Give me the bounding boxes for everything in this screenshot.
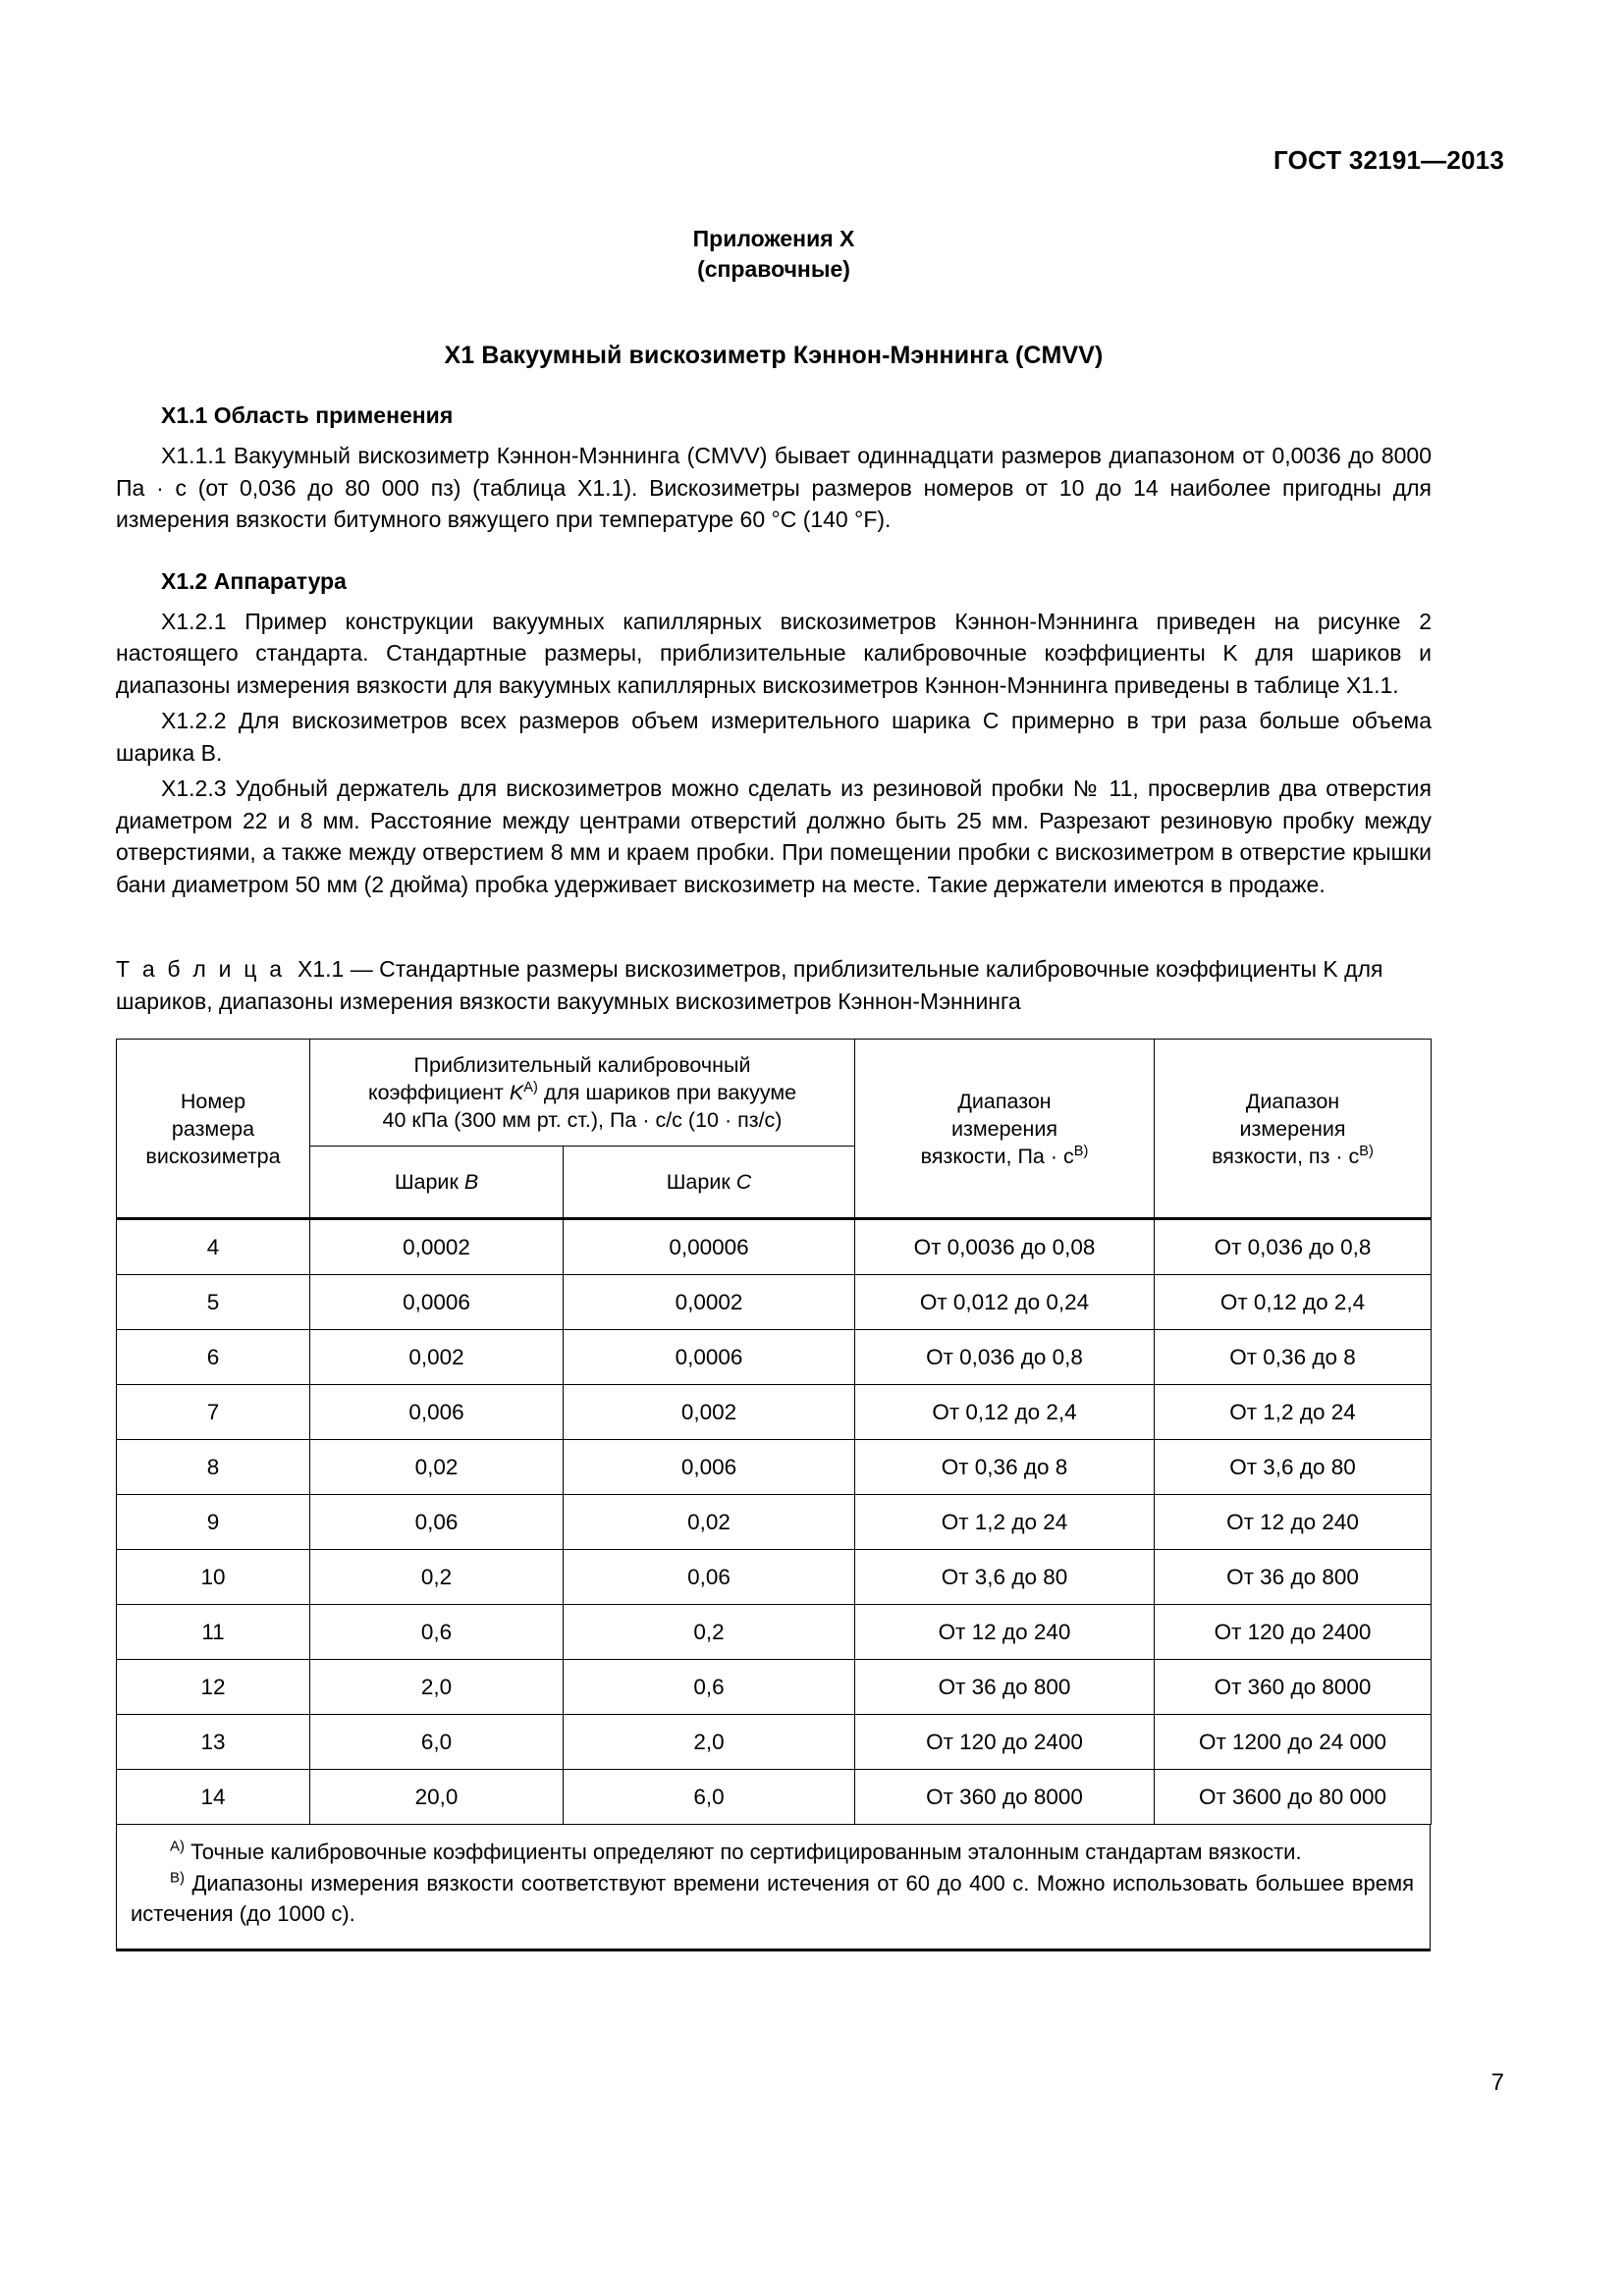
cell-size-number: 10	[117, 1550, 310, 1605]
table-caption-text: — Стандартные размеры вискозиметров, приблизительные калибровочные коэффициенты K для шариков, диапазоны измерения вязкости вакуумных вискозиметров Кэннон-Мэннинга	[116, 956, 1383, 1014]
cell-ball-c: 0,2	[564, 1605, 855, 1660]
coef-line-2-pre: коэффициент	[367, 1081, 510, 1104]
coef-line-3: 40 кПа (300 мм рт. ст.), Па · с/с (10 · пз/с)	[382, 1108, 783, 1132]
cell-range-pa: От 120 до 2400	[855, 1715, 1155, 1770]
cell-range-pa: От 0,036 до 0,8	[855, 1330, 1155, 1385]
table-row	[117, 1715, 1432, 1770]
cell-range-pz: От 360 до 8000	[1155, 1660, 1432, 1715]
table-header-row-1	[117, 1040, 1432, 1147]
range-pz-line-3	[1161, 1143, 1425, 1170]
cell-range-pz: От 0,12 до 2,4	[1155, 1275, 1432, 1330]
running-header-standard-number: ГОСТ 32191—2013	[1273, 145, 1504, 175]
table-row	[117, 1660, 1432, 1715]
cell-range-pa: От 0,012 до 0,24	[855, 1275, 1155, 1330]
table-row	[117, 1385, 1432, 1440]
cell-ball-b: 0,006	[310, 1385, 564, 1440]
table-caption-number: X1.1	[297, 956, 345, 982]
cell-size-number: 7	[117, 1385, 310, 1440]
table-row	[117, 1495, 1432, 1550]
table-row	[117, 1275, 1432, 1330]
cell-ball-c: 0,6	[564, 1660, 855, 1715]
coef-footnote-marker-a: A)	[523, 1079, 538, 1095]
cell-range-pz: От 3,6 до 80	[1155, 1440, 1432, 1495]
cell-ball-c: 2,0	[564, 1715, 855, 1770]
range-pz-footnote-marker-b: B)	[1359, 1143, 1374, 1159]
cell-ball-c: 0,0002	[564, 1275, 855, 1330]
cell-range-pa: От 0,36 до 8	[855, 1440, 1155, 1495]
cell-ball-c: 0,002	[564, 1385, 855, 1440]
cell-range-pz: От 12 до 240	[1155, 1495, 1432, 1550]
coef-line-2-post: для шариков при вакууме	[537, 1081, 797, 1104]
header-cell-ball-c	[564, 1147, 855, 1219]
cell-ball-b: 0,002	[310, 1330, 564, 1385]
header-size-line-2: размера	[171, 1116, 255, 1141]
range-pa-line-3	[861, 1143, 1148, 1170]
table-row	[117, 1550, 1432, 1605]
header-cell-range-pz	[1155, 1040, 1432, 1219]
table-head	[117, 1040, 1432, 1219]
cell-ball-b: 6,0	[310, 1715, 564, 1770]
ball-c-label: Шарик	[666, 1170, 736, 1194]
cell-size-number: 6	[117, 1330, 310, 1385]
page-content	[116, 224, 1432, 1951]
table-row	[117, 1770, 1432, 1825]
table-row	[117, 1440, 1432, 1495]
cell-size-number: 4	[117, 1219, 310, 1275]
header-cell-calibration-coefficient	[310, 1040, 855, 1147]
cell-ball-c: 0,06	[564, 1550, 855, 1605]
subsection-heading-x1-2: X1.2 Аппаратура	[161, 567, 347, 594]
table-container	[116, 1017, 1432, 1951]
table-caption	[116, 900, 1432, 1017]
header-cell-range-pa	[855, 1040, 1155, 1219]
viscometer-sizes-table	[116, 1039, 1432, 1825]
ball-b-label: Шарик	[394, 1170, 464, 1194]
annex-subtitle: (справочные)	[697, 256, 850, 282]
cell-range-pa: От 12 до 240	[855, 1605, 1155, 1660]
range-pz-unit: вязкости, пз · с	[1212, 1144, 1360, 1168]
cell-size-number: 14	[117, 1770, 310, 1825]
cell-size-number: 13	[117, 1715, 310, 1770]
cell-ball-c: 0,00006	[564, 1219, 855, 1275]
cell-ball-c: 0,02	[564, 1495, 855, 1550]
cell-range-pz: От 1,2 до 24	[1155, 1385, 1432, 1440]
header-cell-size-number	[117, 1040, 310, 1219]
cell-range-pa: От 1,2 до 24	[855, 1495, 1155, 1550]
paragraph-x1-2-2: X1.2.2 Для вискозиметров всех размеров объем измерительного шарика C примерно в три раза больше объема шарика B.	[116, 708, 1432, 766]
footnote-a-text: Точные калибровочные коэффициенты определяют по сертифицированным эталонным стандартам вязкости.	[190, 1840, 1302, 1864]
annex-title: Приложения X	[692, 226, 855, 251]
cell-size-number: 8	[117, 1440, 310, 1495]
cell-range-pz: От 0,036 до 0,8	[1155, 1219, 1432, 1275]
page-number: 7	[1490, 2069, 1504, 2096]
cell-size-number: 11	[117, 1605, 310, 1660]
header-size-line-1: Номер	[180, 1089, 246, 1113]
cell-size-number: 5	[117, 1275, 310, 1330]
paragraph-x1-2-3: X1.2.3 Удобный держатель для вискозиметров можно сделать из резиновой пробки № 11, просверлив два отверстия диаметром 22 и 8 мм. Расстояние между центрами отверстий должно быть 25 мм. Разрезают резиновую пробку между отверстиями, а также между отверстием 8 мм и краем пробки. При помещении пробки с вискозиметром в отверстие крышки бани диаметром 50 мм (2 дюйма) пробка удерживает вискозиметр на месте. Такие держатели имеются в продаже.	[116, 775, 1432, 897]
cell-range-pz: От 120 до 2400	[1155, 1605, 1432, 1660]
section-heading: X1 Вакуумный вискозиметр Кэннон-Мэннинга (CMVV)	[444, 342, 1104, 369]
cell-ball-b: 0,6	[310, 1605, 564, 1660]
cell-ball-b: 20,0	[310, 1770, 564, 1825]
cell-range-pa: От 0,12 до 2,4	[855, 1385, 1155, 1440]
paragraph-x1-1-1: X1.1.1 Вакуумный вискозиметр Кэннон-Мэннинга (CMVV) бывает одиннадцати размеров диапазоном от 0,0036 до 8000 Па · с (от 0,036 до 80 000 пз) (таблица X1.1). Вискозиметры размеров номеров от 10 до 14 наиболее пригодны для измерения вязкости битумного вяжущего при температуре 60 °С (140 °F).	[116, 443, 1432, 532]
cell-ball-c: 6,0	[564, 1770, 855, 1825]
header-cell-ball-b	[310, 1147, 564, 1219]
coef-line-1: Приблизительный калибровочный	[413, 1053, 751, 1077]
cell-range-pa: От 36 до 800	[855, 1660, 1155, 1715]
cell-ball-b: 0,0002	[310, 1219, 564, 1275]
footnote-a-marker: A)	[170, 1838, 185, 1855]
cell-ball-c: 0,006	[564, 1440, 855, 1495]
range-pa-unit: вязкости, Па · с	[920, 1144, 1074, 1168]
cell-ball-b: 2,0	[310, 1660, 564, 1715]
paragraph-x1-2-1: X1.2.1 Пример конструкции вакуумных капиллярных вискозиметров Кэннон-Мэннинга приведен на рисунке 2 настоящего стандарта. Стандартные размеры, приблизительные калибровочные коэффициенты K для шариков и диапазоны измерения вязкости для вакуумных капиллярных вискозиметров Кэннон-Мэннинга приведены в таблице X1.1.	[116, 608, 1432, 698]
cell-range-pz: От 3600 до 80 000	[1155, 1770, 1432, 1825]
range-pz-line-2: измерения	[1239, 1116, 1346, 1141]
table-row	[117, 1605, 1432, 1660]
cell-size-number: 12	[117, 1660, 310, 1715]
table-caption-label: Т а б л и ц а	[116, 956, 286, 982]
ball-c-symbol: C	[735, 1170, 752, 1194]
annex-title-block	[116, 224, 1432, 285]
table-row	[117, 1330, 1432, 1385]
cell-ball-b: 0,0006	[310, 1275, 564, 1330]
range-pa-line-2: измерения	[950, 1116, 1058, 1141]
table-footnotes	[116, 1825, 1431, 1951]
range-pa-footnote-marker-b: B)	[1073, 1143, 1089, 1159]
cell-range-pz: От 1200 до 24 000	[1155, 1715, 1432, 1770]
ball-b-symbol: B	[463, 1170, 479, 1194]
subsection-heading-x1-1: X1.1 Область применения	[161, 402, 454, 428]
table-row	[117, 1219, 1432, 1275]
cell-range-pa: От 0,0036 до 0,08	[855, 1219, 1155, 1275]
cell-range-pz: От 0,36 до 8	[1155, 1330, 1432, 1385]
footnote-b-text: Диапазоны измерения вязкости соответствуют времени истечения от 60 до 400 с. Можно использовать большее время истечения (до 1000 с).	[131, 1871, 1414, 1926]
cell-size-number: 9	[117, 1495, 310, 1550]
header-size-line-3: вискозиметра	[145, 1144, 281, 1168]
coef-symbol-k: K	[509, 1081, 524, 1104]
cell-range-pa: От 3,6 до 80	[855, 1550, 1155, 1605]
cell-ball-b: 0,02	[310, 1440, 564, 1495]
cell-range-pa: От 360 до 8000	[855, 1770, 1155, 1825]
footnote-b-marker: B)	[170, 1869, 185, 1887]
range-pa-line-1: Диапазон	[957, 1089, 1052, 1113]
cell-ball-c: 0,0006	[564, 1330, 855, 1385]
cell-ball-b: 0,2	[310, 1550, 564, 1605]
footnote-b	[131, 1867, 1414, 1929]
cell-range-pz: От 36 до 800	[1155, 1550, 1432, 1605]
cell-ball-b: 0,06	[310, 1495, 564, 1550]
coef-line-2	[316, 1079, 848, 1106]
footnote-a	[131, 1837, 1414, 1867]
table-body	[117, 1219, 1432, 1825]
range-pz-line-1: Диапазон	[1245, 1089, 1340, 1113]
